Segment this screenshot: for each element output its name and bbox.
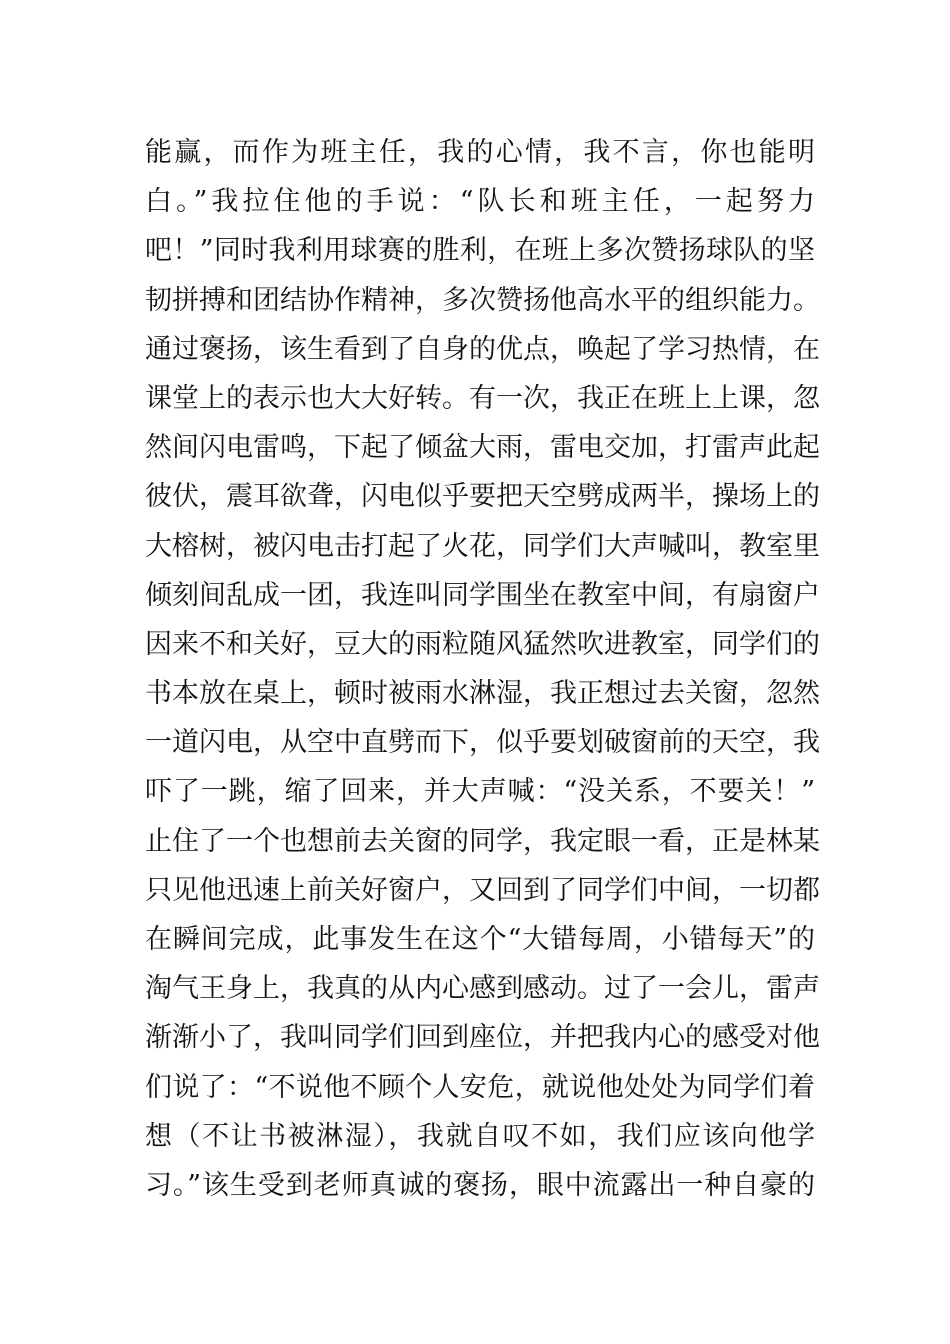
body-text [145,128,820,1210]
text-line: 止住了一个也想前去关窗的同学，我定眼一看，正是林某 [145,825,820,857]
text-line: 白。”我拉住他的手说：“队长和班主任，一起努力 [145,186,815,218]
text-line: 课堂上的表示也大大好转。有一次，我正在班上上课，忽 [145,382,820,414]
text-line: 大榕树，被闪电击打起了火花，同学们大声喊叫，教室里 [145,530,820,562]
text-line: 习。”该生受到老师真诚的褒扬，眼中流露出一种自豪的 [145,1169,815,1201]
text-line: 们说了：“不说他不顾个人安危，就说他处处为同学们着 [145,1071,815,1103]
text-line: 想（不让书被淋湿），我就自叹不如，我们应该向他学 [145,1120,815,1152]
text-line: 在瞬间完成，此事发生在这个“大错每周，小错每天”的 [145,924,815,955]
text-line: 淘气王身上，我真的从内心感到感动。过了一会儿，雷声 [145,973,820,1005]
text-line: 书本放在桌上，顿时被雨水淋湿，我正想过去关窗，忽然 [145,678,820,710]
text-line: 通过褒扬，该生看到了自身的优点，唤起了学习热情，在 [145,333,820,365]
text-line: 能赢，而作为班主任，我的心情，我不言，你也能明 [145,137,815,168]
text-line: 渐渐小了，我叫同学们回到座位，并把我内心的感受对他 [145,1022,820,1054]
text-line: 吓了一跳，缩了回来，并大声喊：“没关系，不要关！” [145,776,815,808]
text-line: 吧！”同时我利用球赛的胜利，在班上多次赞扬球队的坚 [145,235,815,267]
text-line: 彼伏，震耳欲聋，闪电似乎要把天空劈成两半，操场上的 [145,481,820,513]
text-line: 然间闪电雷鸣，下起了倾盆大雨，雷电交加，打雷声此起 [145,432,820,464]
text-line: 一道闪电，从空中直劈而下，似乎要划破窗前的天空，我 [145,727,820,759]
text-line: 因来不和关好，豆大的雨粒随风猛然吹进教室，同学们的 [145,628,820,660]
text-line: 倾刻间乱成一团，我连叫同学围坐在教室中间，有扇窗户 [145,579,820,611]
text-line: 只见他迅速上前关好窗户，又回到了同学们中间，一切都 [145,874,820,906]
text-line: 韧拼搏和团结协作精神，多次赞扬他高水平的组织能力。 [145,284,820,316]
